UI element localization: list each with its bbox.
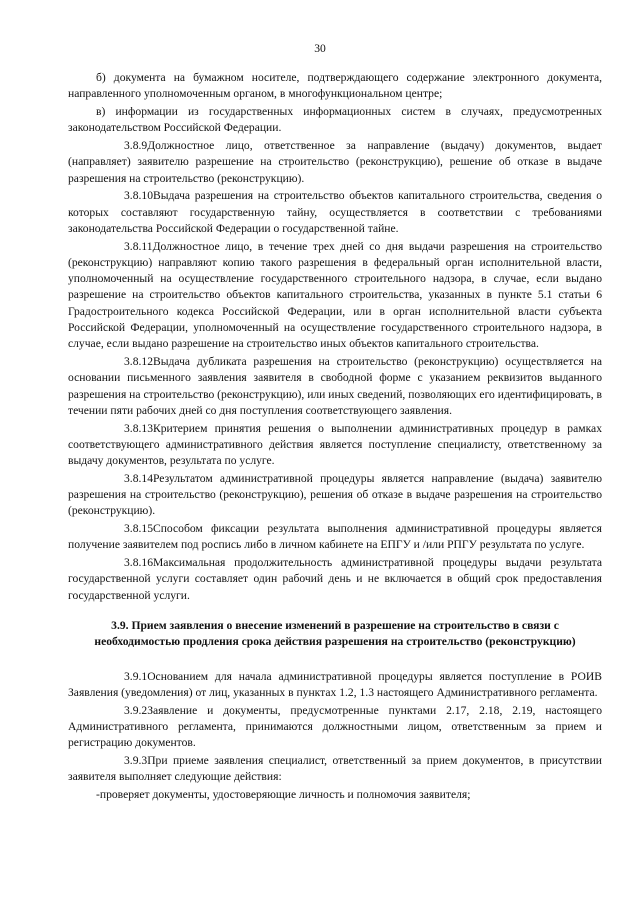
paragraph xyxy=(68,669,602,702)
paragraph xyxy=(68,354,602,419)
paragraph-text: Способом фиксации результата выполнения административной процедуры является получение заявителем под роспись либо в личном кабинете на ЕПГУ и /или РПГУ результата по услуге. xyxy=(68,522,602,552)
paragraph-text: Должностное лицо, в течение трех дней со дня выдачи разрешения на строительство (реконструкцию) направляют копию такого разрешения в федеральный орган исполнительной власти, уполномоченный на осуществление государственного строительного надзора, в случае, если выдано разрешение на строительство объектов капитального строительства, указанных в пункте 5.1 статьи 6 Градостроительного кодекса Российской Федерации, или в орган исполнительной власти субъекта Российской Федерации, уполномоченный на осуществление государственного строительного надзора, в случае, если выдано разрешение на строительство иных объектов капитального строительства. xyxy=(68,239,602,351)
paragraph-number: 3.8.14 xyxy=(124,471,153,485)
paragraph-number: 3.8.9 xyxy=(124,138,148,152)
paragraph-text: Критерием принятия решения о выполнении административных процедур в рамках соответствующего административного действия является поступление специалисту, ответственному за выдачу документов, результата по услуге. xyxy=(68,421,602,468)
paragraph-number: 3.8.15 xyxy=(124,522,153,536)
paragraph-text: Должностное лицо, ответственное за направление (выдачу) документов, выдает (направляет) заявителю разрешение на строительство (реконструкцию), решение об отказе в выдаче разрешения на строительство (реконструкцию). xyxy=(68,138,602,185)
paragraph-number: 3.9.3 xyxy=(124,753,148,767)
paragraph-text: в) информации из государственных информационных систем в случаях, предусмотренных законодательством Российской Федерации. xyxy=(68,104,602,135)
document-body xyxy=(68,70,602,805)
paragraph-number: 3.9.2 xyxy=(124,703,148,717)
paragraph-text: Заявление и документы, предусмотренные пунктами 2.17, 2.18, 2.19, настоящего Административного регламента, принимаются должностными лицом, ответственным за прием и регистрацию документов. xyxy=(68,703,602,750)
paragraph-number: 3.8.13 xyxy=(124,421,153,435)
paragraph-text: -проверяет документы, удостоверяющие личность и полномочия заявителя; xyxy=(96,787,471,801)
paragraph-number: 3.9.1 xyxy=(124,669,148,683)
paragraph xyxy=(68,753,602,786)
paragraph-text: Выдача дубликата разрешения на строительство (реконструкцию) осуществляется на основании письменного заявления заявителя в свободной форме с указанием реквизитов выданного разрешения на строительство (реконструкцию), или иных сведений, позволяющих его идентифицировать, в течении пяти рабочих дней со дня поступления соответствующего заявления. xyxy=(68,355,602,417)
paragraph xyxy=(68,421,602,470)
paragraph xyxy=(68,521,602,554)
paragraph xyxy=(68,555,602,604)
paragraph-text: Результатом административной процедуры является направление (выдача) заявителю разрешения на строительство (реконструкцию), решения об отказе в выдаче разрешения на строительство (реконструкцию). xyxy=(68,471,602,518)
paragraph xyxy=(68,703,602,752)
paragraph xyxy=(68,188,602,237)
page-number: 30 xyxy=(314,42,326,55)
paragraph xyxy=(68,70,602,103)
paragraph xyxy=(68,239,602,353)
paragraph-number: 3.8.12 xyxy=(124,355,153,368)
paragraph xyxy=(68,471,602,520)
paragraph-number: 3.8.16 xyxy=(124,556,153,570)
paragraph xyxy=(68,138,602,187)
section-3-8-block xyxy=(68,70,602,604)
paragraph xyxy=(68,787,602,803)
paragraph-text: Выдача разрешения на строительство объектов капитального строительства, сведения о которых составляют государственную тайну, осуществляется в соответствии с требованиями законодательства Российской Федерации о государственной тайне. xyxy=(68,189,602,235)
paragraph-text: Основанием для начала административной процедуры является поступление в РОИВ Заявления (уведомления) от лиц, указанных в пунктах 1.2, 1.3 настоящего Административного регламента. xyxy=(68,669,602,699)
paragraph-text: При приеме заявления специалист, ответственный за прием документов, в присутствии заявителя выполняет следующие действия: xyxy=(68,753,602,784)
section-heading: 3.9. Прием заявления о внесение изменений в разрешение на строительство в связи с необходимостью продления срока действия разрешения на строительство (реконструкцию) xyxy=(94,619,576,649)
paragraph xyxy=(68,104,602,137)
paragraph-text: Максимальная продолжительность административной процедуры выдачи результата государственной услуги составляет один рабочий день и не включается в общий срок предоставления государственной услуги. xyxy=(68,556,602,602)
paragraph-number: 3.8.11 xyxy=(124,239,153,253)
paragraph-number: 3.8.10 xyxy=(124,189,153,203)
section-3-9-block xyxy=(68,669,602,804)
paragraph-text: б) документа на бумажном носителе, подтверждающего содержание электронного документа, направленного уполномоченным органом, в многофункциональном центре; xyxy=(68,71,602,101)
